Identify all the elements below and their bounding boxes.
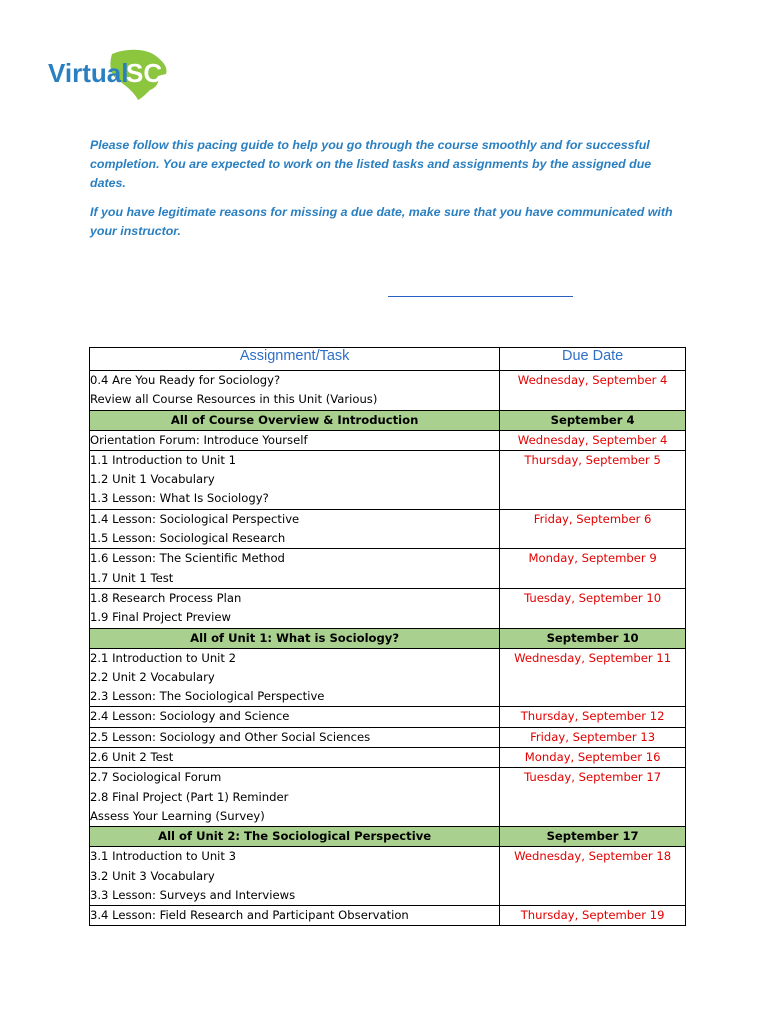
table-row xyxy=(90,768,686,827)
table-row xyxy=(90,549,686,589)
header-assignment-task: Assignment/Task xyxy=(90,348,500,371)
task-item: 2.2 Unit 2 Vocabulary xyxy=(90,669,215,684)
due-date-cell: Thursday, September 19 xyxy=(500,906,686,926)
table-row xyxy=(90,727,686,747)
section-summary-row xyxy=(90,410,686,430)
section-summary-row xyxy=(90,628,686,648)
task-cell xyxy=(90,450,500,509)
intro-text xyxy=(90,136,690,251)
task-item: 2.5 Lesson: Sociology and Other Social Sciences xyxy=(90,729,371,744)
task-item: 2.7 Sociological Forum xyxy=(90,770,222,785)
due-date-cell: Monday, September 16 xyxy=(500,748,686,768)
task-item: 2.6 Unit 2 Test xyxy=(90,750,174,765)
intro-paragraph-1: Please follow this pacing guide to help you go through the course smoothly and for successful completion. You are expected to work on the listed tasks and assignments by the assigned due dates. xyxy=(90,138,652,190)
task-item: 2.1 Introduction to Unit 2 xyxy=(90,650,237,665)
table-row xyxy=(90,707,686,727)
task-item: 2.4 Lesson: Sociology and Science xyxy=(90,709,290,724)
task-item: 1.4 Lesson: Sociological Perspective xyxy=(90,511,300,526)
task-item: 1.5 Lesson: Sociological Research xyxy=(90,531,286,546)
section-label: All of Course Overview & Introduction xyxy=(90,410,500,430)
task-item: 3.4 Lesson: Field Research and Participant Observation xyxy=(90,908,409,923)
task-item: 1.3 Lesson: What Is Sociology? xyxy=(90,491,269,506)
task-item: 1.9 Final Project Preview xyxy=(90,610,232,625)
task-cell xyxy=(90,648,500,707)
due-date-cell: Friday, September 13 xyxy=(500,727,686,747)
due-date-cell: Tuesday, September 10 xyxy=(500,588,686,628)
section-label: All of Unit 1: What is Sociology? xyxy=(90,628,500,648)
due-date-cell: Friday, September 6 xyxy=(500,509,686,549)
section-due-date: September 10 xyxy=(500,628,686,648)
task-cell xyxy=(90,430,500,450)
table-row xyxy=(90,748,686,768)
task-cell xyxy=(90,549,500,589)
due-date-cell: Thursday, September 12 xyxy=(500,707,686,727)
task-item: Assess Your Learning (Survey) xyxy=(90,808,265,823)
task-cell xyxy=(90,371,500,411)
task-cell xyxy=(90,727,500,747)
pacing-guide-table xyxy=(89,347,686,926)
task-item: 1.6 Lesson: The Scientific Method xyxy=(90,551,285,566)
task-item: 3.2 Unit 3 Vocabulary xyxy=(90,868,215,883)
task-item: 0.4 Are You Ready for Sociology? xyxy=(90,373,281,387)
task-item: 1.1 Introduction to Unit 1 xyxy=(90,452,237,467)
due-date-cell: Wednesday, September 4 xyxy=(500,430,686,450)
table-row xyxy=(90,906,686,926)
table-row xyxy=(90,847,686,906)
task-item: 2.3 Lesson: The Sociological Perspective xyxy=(90,689,325,704)
table-row xyxy=(90,430,686,450)
section-label: All of Unit 2: The Sociological Perspective xyxy=(90,827,500,847)
intro-paragraph-2: If you have legitimate reasons for missing a due date, make sure that you have communicated with your instructor. xyxy=(90,205,673,238)
due-date-cell: Wednesday, September 4 xyxy=(500,371,686,411)
virtualsc-logo xyxy=(46,46,176,102)
task-cell xyxy=(90,748,500,768)
due-date-cell: Wednesday, September 18 xyxy=(500,847,686,906)
section-due-date: September 4 xyxy=(500,410,686,430)
table-row xyxy=(90,509,686,549)
task-cell xyxy=(90,509,500,549)
task-item: 3.1 Introduction to Unit 3 xyxy=(90,849,237,864)
hyperlink-underline[interactable] xyxy=(388,296,573,297)
task-item: 1.2 Unit 1 Vocabulary xyxy=(90,472,215,487)
table-header-row xyxy=(90,348,686,371)
logo-text-virtual: Virtual xyxy=(48,58,129,88)
task-item: 1.8 Research Process Plan xyxy=(90,590,242,605)
table-row xyxy=(90,648,686,707)
task-item: Orientation Forum: Introduce Yourself xyxy=(90,432,308,447)
task-item: 2.8 Final Project (Part 1) Reminder xyxy=(90,789,289,804)
section-summary-row xyxy=(90,827,686,847)
task-item: 1.7 Unit 1 Test xyxy=(90,570,174,585)
section-due-date: September 17 xyxy=(500,827,686,847)
task-cell xyxy=(90,768,500,827)
due-date-cell: Thursday, September 5 xyxy=(500,450,686,509)
table-row xyxy=(90,450,686,509)
due-date-cell: Tuesday, September 17 xyxy=(500,768,686,827)
task-item: Review all Course Resources in this Unit (Various) xyxy=(90,392,378,407)
task-cell xyxy=(90,847,500,906)
logo-text-sc: SC xyxy=(126,58,163,88)
due-date-cell: Monday, September 9 xyxy=(500,549,686,589)
task-item: 3.3 Lesson: Surveys and Interviews xyxy=(90,887,296,902)
due-date-cell: Wednesday, September 11 xyxy=(500,648,686,707)
header-due-date: Due Date xyxy=(500,348,686,371)
task-cell xyxy=(90,588,500,628)
table-row xyxy=(90,588,686,628)
task-cell xyxy=(90,707,500,727)
task-cell xyxy=(90,906,500,926)
table-row xyxy=(90,371,686,411)
